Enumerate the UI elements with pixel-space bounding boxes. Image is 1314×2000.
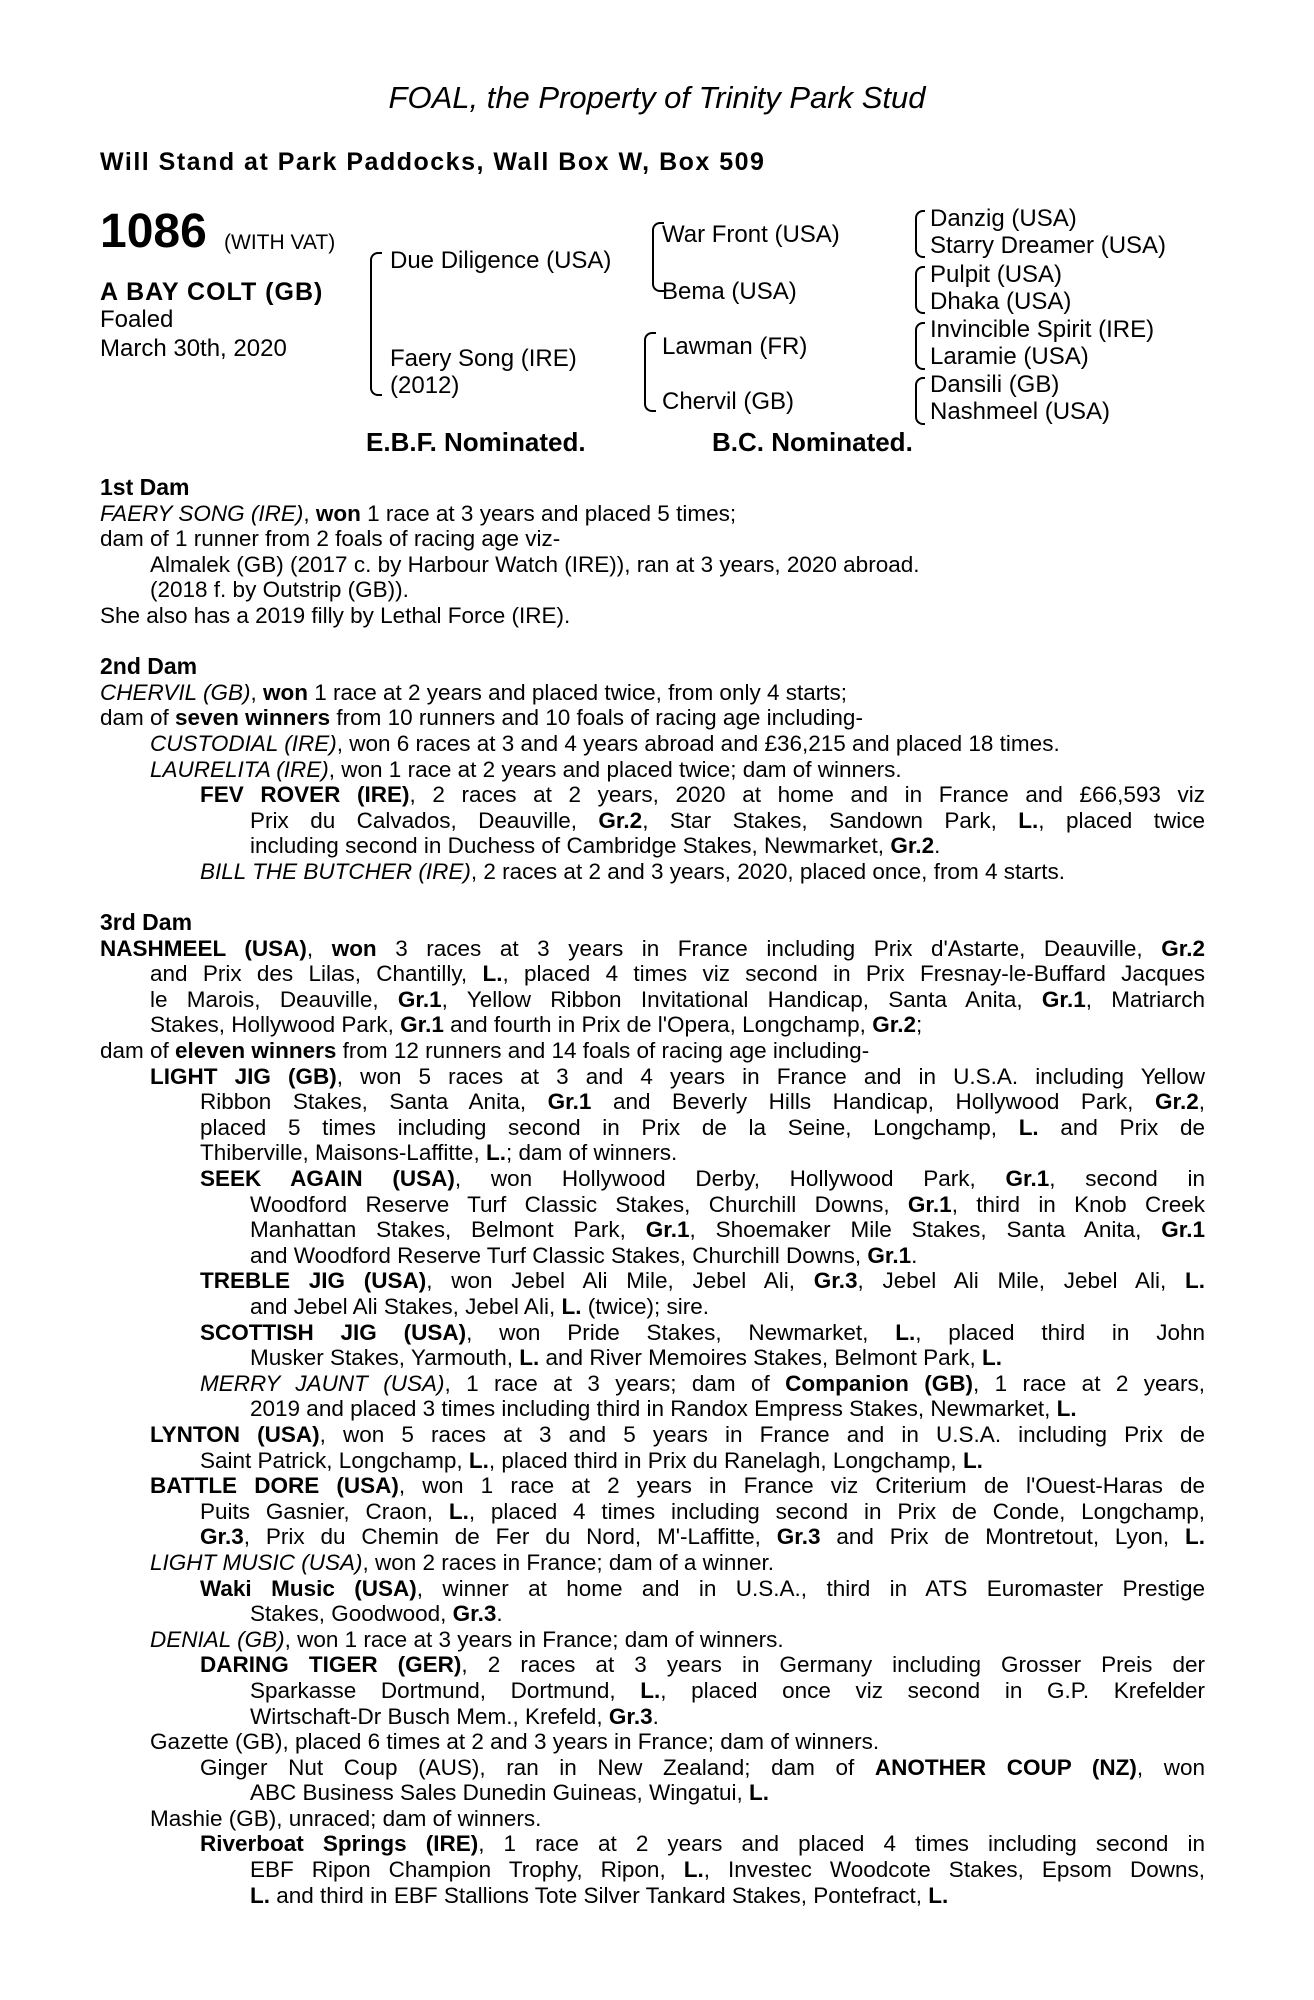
pedigree-line: Ribbon Stakes, Santa Anita, Gr.1 and Beverly Hills Handicap, Hollywood Park, Gr.2, [200, 1089, 1205, 1115]
pedigree-line: CUSTODIAL (IRE), won 6 races at 3 and 4 years abroad and £36,215 and placed 18 times. [150, 730, 1060, 756]
pedigree-line: LIGHT JIG (GB), won 5 races at 3 and 4 years in France and in U.S.A. including Yellow [150, 1063, 1205, 1089]
section-title: 1st Dam [100, 474, 190, 500]
pedigree-line: placed 5 times including second in Prix de la Seine, Longchamp, L. and Prix de [200, 1114, 1205, 1140]
brace-ggp-4 [915, 377, 925, 425]
pedigree-line: Musker Stakes, Yarmouth, L. and River Memoires Stakes, Belmont Park, L. [250, 1345, 1002, 1371]
section-gap [100, 885, 1205, 911]
section-title: 2nd Dam [100, 653, 198, 680]
pedigree-body [100, 475, 1205, 1908]
pedigree-line: and Jebel Ali Stakes, Jebel Ali, L. (twice); sire. [250, 1294, 709, 1319]
pedigree-line: dam of eleven winners from 12 runners and 14 foals of racing age including- [100, 1038, 870, 1064]
lot-number: 1086 [100, 205, 207, 258]
foaled-info [100, 305, 287, 363]
pedigree-line: ABC Business Sales Dunedin Guineas, Wingatui, L. [250, 1780, 770, 1806]
page-title: FOAL, the Property of Trinity Park Stud [388, 80, 926, 115]
pedigree-dam: Faery Song (IRE) [390, 345, 577, 372]
ebf-nominated: E.B.F. Nominated. [366, 427, 586, 457]
pedigree-ggp: Laramie (USA) [930, 343, 1089, 370]
brace-dam [644, 332, 656, 412]
pedigree-line: 2019 and placed 3 times including third in Randox Empress Stakes, Newmarket, L. [250, 1396, 1077, 1422]
pedigree-line: dam of seven winners from 10 runners and 10 foals of racing age including- [100, 705, 863, 731]
pedigree-line: LIGHT MUSIC (USA), won 2 races in France; dam of a winner. [150, 1549, 774, 1575]
pedigree-line: Waki Music (USA), winner at home and in U.S.A., third in ATS Euromaster Prestige [200, 1575, 1205, 1601]
pedigree-line: SEEK AGAIN (USA), won Hollywood Derby, Hollywood Park, Gr.1, second in [200, 1166, 1205, 1192]
pedigree-line: (2018 f. by Outstrip (GB)). [150, 577, 409, 603]
pedigree-line: She also has a 2019 filly by Lethal Force (IRE). [100, 602, 571, 628]
pedigree-line: MERRY JAUNT (USA), 1 race at 3 years; dam of Companion (GB), 1 race at 2 years, [200, 1370, 1205, 1396]
foaled-date: March 30th, 2020 [100, 335, 287, 362]
pedigree-ggp: Pulpit (USA) [930, 261, 1063, 288]
pedigree-line: Gr.3, Prix du Chemin de Fer du Nord, M'-Laffitte, Gr.3 and Prix de Montretout, Lyon, L. [200, 1524, 1205, 1550]
pedigree-line: FEV ROVER (IRE), 2 races at 2 years, 2020 at home and in France and £66,593 viz [200, 782, 1205, 808]
foaled-label: Foaled [100, 306, 174, 333]
section-gap [100, 629, 1205, 655]
pedigree-line: Gazette (GB), placed 6 times at 2 and 3 years in France; dam of winners. [150, 1729, 880, 1755]
pedigree-line: Manhattan Stakes, Belmont Park, Gr.1, Shoemaker Mile Stakes, Santa Anita, Gr.1 [250, 1217, 1205, 1243]
pedigree-line: DARING TIGER (GER), 2 races at 3 years in Germany including Grosser Preis der [200, 1652, 1205, 1678]
bc-nominated: B.C. Nominated. [712, 427, 913, 457]
pedigree-line: Wirtschaft-Dr Busch Mem., Krefeld, Gr.3. [250, 1703, 659, 1729]
pedigree-sire-dam: Bema (USA) [662, 278, 797, 305]
pedigree-sire: Due Diligence (USA) [390, 247, 612, 274]
pedigree-line: including second in Duchess of Cambridge Stakes, Newmarket, Gr.2. [250, 833, 941, 859]
pedigree-line: Ginger Nut Coup (AUS), ran in New Zealand; dam of ANOTHER COUP (NZ), won [200, 1754, 1205, 1780]
pedigree-line: Riverboat Springs (IRE), 1 race at 2 years and placed 4 times including second in [200, 1831, 1205, 1857]
pedigree-line: Puits Gasnier, Craon, L., placed 4 times including second in Prix de Conde, Longchamp, [200, 1498, 1205, 1524]
vat-note: (WITH VAT) [224, 231, 336, 254]
pedigree-line: Prix du Calvados, Deauville, Gr.2, Star Stakes, Sandown Park, L., placed twice [250, 807, 1205, 833]
pedigree-line: Stakes, Goodwood, Gr.3. [250, 1601, 503, 1627]
brace-ggp-2 [915, 266, 925, 314]
pedigree-line: Sparkasse Dortmund, Dortmund, L., placed once viz second in G.P. Krefelder [250, 1677, 1205, 1703]
pedigree-line: LYNTON (USA), won 5 races at 3 and 5 years in France and in U.S.A. including Prix de [150, 1421, 1205, 1447]
pedigree-line: Saint Patrick, Longchamp, L., placed third in Prix du Ranelagh, Longchamp, L. [200, 1447, 983, 1473]
pedigree-line: Thiberville, Maisons-Laffitte, L.; dam of winners. [200, 1140, 678, 1166]
pedigree-line: BATTLE DORE (USA), won 1 race at 2 years in France viz Criterium de l'Ouest-Haras de [150, 1473, 1205, 1499]
pedigree-dam-year: (2012) [390, 372, 460, 399]
pedigree-ggp: Dansili (GB) [930, 371, 1060, 398]
pedigree-ggp: Nashmeel (USA) [930, 398, 1111, 425]
pedigree-line: BILL THE BUTCHER (IRE), 2 races at 2 and 3 years, 2020, placed once, from 4 starts. [200, 858, 1065, 884]
pedigree-line: Woodford Reserve Turf Classic Stakes, Churchill Downs, Gr.1, third in Knob Creek [250, 1191, 1205, 1217]
pedigree-line: le Marois, Deauville, Gr.1, Yellow Ribbon Invitational Handicap, Santa Anita, Gr.1, Matriarch [150, 986, 1205, 1012]
pedigree-line: and Woodford Reserve Turf Classic Stakes, Churchill Downs, Gr.1. [250, 1242, 918, 1268]
pedigree-sire-sire: War Front (USA) [662, 221, 840, 248]
pedigree-line: FAERY SONG (IRE), won 1 race at 3 years and placed 5 times; [100, 500, 737, 526]
pedigree-dam-dam: Chervil (GB) [662, 388, 795, 415]
pedigree-ggp: Danzig (USA) [930, 205, 1077, 232]
brace-ggp-1 [915, 210, 925, 258]
pedigree-line: L. and third in EBF Stallions Tote Silver Tankard Stakes, Pontefract, L. [250, 1882, 949, 1908]
section-title: 3rd Dam [100, 909, 193, 936]
stand-location: Will Stand at Park Paddocks, Wall Box W, Box 509 [100, 148, 766, 176]
lot-description: A BAY COLT (GB) [100, 278, 324, 306]
pedigree-ggp: Dhaka (USA) [930, 288, 1072, 315]
pedigree-ggp: Invincible Spirit (IRE) [930, 316, 1155, 343]
pedigree-dam-sire: Lawman (FR) [662, 333, 808, 360]
dam-section [100, 475, 1205, 629]
pedigree-line: Almalek (GB) (2017 c. by Harbour Watch (IRE)), ran at 3 years, 2020 abroad. [150, 551, 920, 577]
pedigree-line: SCOTTISH JIG (USA), won Pride Stakes, Newmarket, L., placed third in John [200, 1319, 1205, 1345]
pedigree-line: TREBLE JIG (USA), won Jebel Ali Mile, Jebel Ali, Gr.3, Jebel Ali Mile, Jebel Ali, L. [200, 1268, 1205, 1294]
pedigree-line: Mashie (GB), unraced; dam of winners. [150, 1805, 542, 1831]
pedigree-line: Stakes, Hollywood Park, Gr.1 and fourth in Prix de l'Opera, Longchamp, Gr.2; [150, 1012, 923, 1038]
pedigree-line: NASHMEEL (USA), won 3 races at 3 years in France including Prix d'Astarte, Deauville, Gr.2 [100, 935, 1205, 961]
pedigree-line: and Prix des Lilas, Chantilly, L., placed 4 times viz second in Prix Fresnay-le-Buffard Jacques [150, 961, 1205, 987]
pedigree-line: EBF Ripon Champion Trophy, Ripon, L., Investec Woodcote Stakes, Epsom Downs, [250, 1857, 1205, 1883]
pedigree-line: DENIAL (GB), won 1 race at 3 years in France; dam of winners. [150, 1626, 784, 1652]
pedigree-ggp: Starry Dreamer (USA) [930, 232, 1167, 259]
brace-main [370, 252, 382, 396]
pedigree-line: dam of 1 runner from 2 foals of racing age viz- [100, 526, 561, 552]
dam-section [100, 654, 1205, 884]
dam-section [100, 910, 1205, 1908]
pedigree-line: CHERVIL (GB), won 1 race at 2 years and placed twice, from only 4 starts; [100, 679, 847, 705]
brace-ggp-3 [915, 322, 925, 370]
pedigree-line: LAURELITA (IRE), won 1 race at 2 years and placed twice; dam of winners. [150, 756, 902, 782]
